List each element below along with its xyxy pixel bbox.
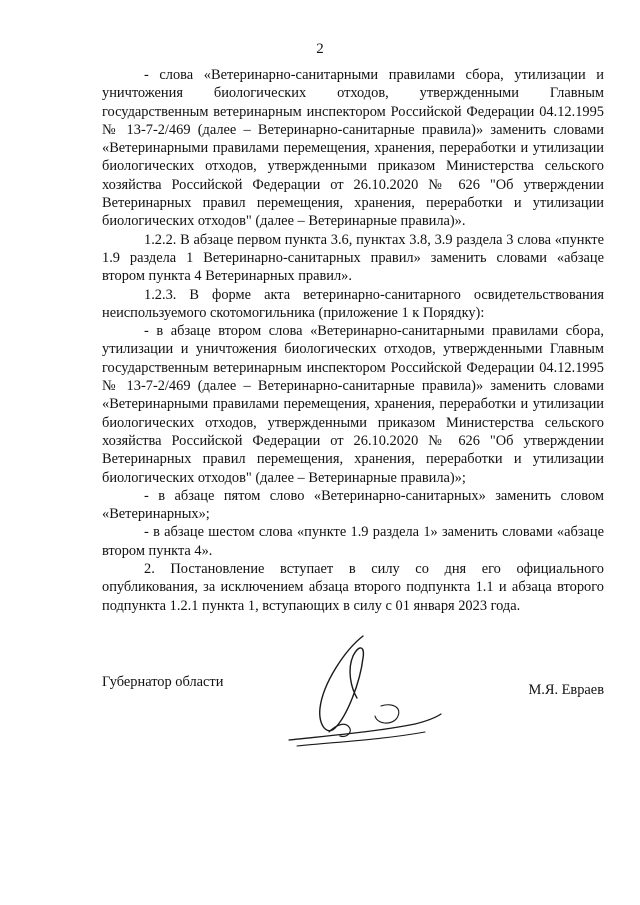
paragraph-fifth-abzac: - в абзаце пятом слово «Ветеринарно-санитарных» заменить словом «Ветеринарных»;: [102, 487, 604, 523]
signature-block: [102, 674, 604, 704]
paragraph-1-2-2: 1.2.2. В абзаце первом пункта 3.6, пунктах 3.8, 3.9 раздела 3 слова «пункте 1.9 раздела 1 Ветеринарно-санитарных правил» заменить словами «абзаце втором пункта 4 Ветеринарных правил».: [102, 231, 604, 285]
paragraph-2-entry-into-force: 2. Постановление вступает в силу со дня его официального опубликования, за исключением абзаца второго подпункта 1.1 и абзаца второго подпункта 1.2.1 пункта 1, вступающих в силу с 01 января 2023 года.: [102, 561, 604, 614]
document-body: [102, 66, 604, 615]
signer-position: Губернатор области: [102, 674, 224, 690]
paragraph-second-abzac: - в абзаце втором слова «Ветеринарно-санитарными правилами сбора, утилизации и уничтожения биологических отходов, утвержденными Главным государственным ветеринарным инспектором Российской Федерации 04.12.1995 № 13-7-2/469 (далее – Ветеринарно-санитарные правила)» заменить словами «Ветеринарными правилами перемещения, хранения, переработки и утилизации биологических отходов, утвержденными приказом Министерства сельского хозяйства Российской Федерации от 26.10.2020 № 626 "Об утверждении Ветеринарных правил перемещения, хранения, переработки и утилизации биологических отходов" (далее – Ветеринарные правила)»;: [102, 323, 604, 486]
signer-name: М.Я. Евраев: [528, 682, 604, 698]
page-number: 2: [316, 41, 324, 57]
paragraph-1-2-3: 1.2.3. В форме акта ветеринарно-санитарного освидетельствования неиспользуемого скотомогильника (приложение 1 к Порядку):: [102, 286, 604, 321]
paragraph-sixth-abzac: - в абзаце шестом слова «пункте 1.9 раздела 1» заменить словами «абзаце втором пункта 4».: [102, 524, 604, 559]
paragraph-replace-words: - слова «Ветеринарно-санитарными правилами сбора, утилизации и уничтожения биологических отходов, утвержденными Главным государственным ветеринарным инспектором Российской Федерации 04.12.1995 № 13-7-2/469 (далее – Ветеринарно-санитарные правила)» заменить словами «Ветеринарными правилами перемещения, хранения, переработки и утилизации биологических отходов, утвержденными приказом Министерства сельского хозяйства Российской Федерации от 26.10.2020 № 626 "Об утверждении Ветеринарных правил перемещения, хранения, переработки и утилизации биологических отходов" (далее – Ветеринарные правила)».: [102, 67, 604, 230]
